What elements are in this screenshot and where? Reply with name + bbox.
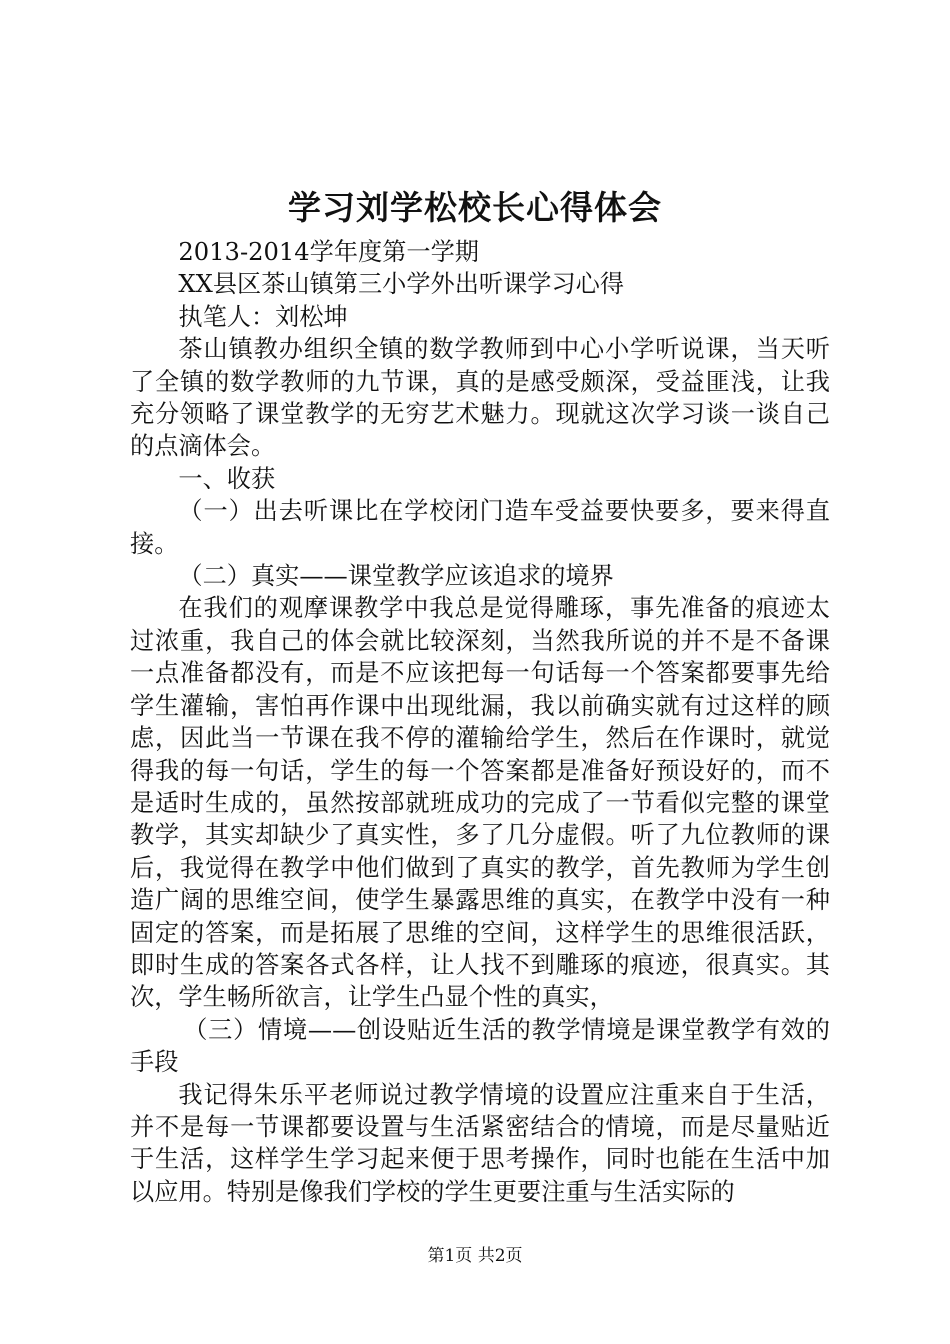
subsection-three-heading: （三）情境——创设贴近生活的教学情境是课堂教学有效的手段 bbox=[130, 1015, 830, 1077]
document-body bbox=[130, 236, 830, 1208]
intro-paragraph: 茶山镇教办组织全镇的数学教师到中心小学听说课，当天听了全镇的数学教师的九节课，真的是感受颇深，受益匪浅，让我充分领略了课堂教学的无穷艺术魅力。现就这次学习谈一谈自己的点滴体会。 bbox=[130, 335, 830, 461]
semester-line: 2013-2014学年度第一学期 bbox=[178, 238, 479, 266]
page-footer: 第1页 共2页 bbox=[427, 1246, 523, 1266]
subsection-two-body: 在我们的观摩课教学中我总是觉得雕琢，事先准备的痕迹太过浓重，我自己的体会就比较深刻，当然我所说的并不是不备课一点准备都没有，而是不应该把每一句话每一个答案都要事先给学生灌输，害怕再作课中出现纰漏，我以前确实就有过这样的顾虑，因此当一节课在我不停的灌输给学生，然后在作课时，就觉得我的每一句话，学生的每一个答案都是准备好预设好的，而不是适时生成的，虽然按部就班成功的完成了一节看似完整的课堂教学，其实却缺少了真实性，多了几分虚假。听了九位教师的课后，我觉得在教学中他们做到了真实的教学，首先教师为学生创造广阔的思维空间，使学生暴露思维的真实，在教学中没有一种固定的答案，而是拓展了思维的空间，这样学生的思维很活跃，即时生成的答案各式各样，让人找不到雕琢的痕迹，很真实。其次，学生畅所欲言，让学生凸显个性的真实， bbox=[130, 594, 830, 1012]
subsection-three-body: 我记得朱乐平老师说过教学情境的设置应注重来自于生活，并不是每一节课都要设置与生活紧密结合的情境，而是尽量贴近于生活，这样学生学习起来便于思考操作，同时也能在生活中加以应用。特别是像我们学校的学生更要注重与生活实际的 bbox=[130, 1080, 830, 1206]
subtitle-line: XX县区茶山镇第三小学外出听课学习心得 bbox=[178, 270, 625, 299]
subsection-one: （一）出去听课比在学校闭门造车受益要快要多，要来得直接。 bbox=[130, 497, 830, 558]
document-title: 学习刘学松校长心得体会 bbox=[288, 188, 662, 227]
section-heading-gains: 一、收获 bbox=[178, 464, 276, 493]
subsection-two-heading: （二）真实——课堂教学应该追求的境界 bbox=[178, 562, 614, 591]
author-line: 执笔人：刘松坤 bbox=[178, 302, 348, 331]
